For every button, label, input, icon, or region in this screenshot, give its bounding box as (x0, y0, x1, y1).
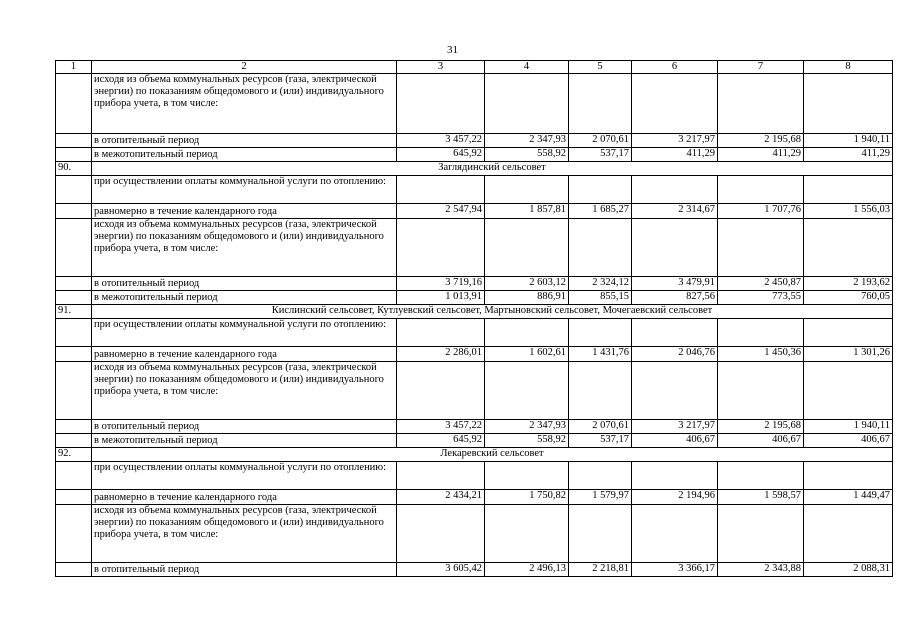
value-cell (569, 219, 632, 277)
row-label: в отопительный период (92, 563, 397, 577)
header-row (56, 61, 893, 74)
header-cell: 3 (397, 61, 485, 74)
table-row (56, 563, 893, 577)
subheading-row (56, 74, 893, 134)
value-cell: 537,17 (569, 434, 632, 448)
value-cell: 406,67 (632, 434, 718, 448)
value-cell: 1 940,11 (804, 134, 893, 148)
value-cell: 1 707,76 (718, 204, 804, 219)
value-cell: 2 547,94 (397, 204, 485, 219)
section-row (56, 162, 893, 176)
row-number-cell (56, 277, 92, 291)
header-cell: 1 (56, 61, 92, 74)
row-label: исходя из объема коммунальных ресурсов (газа, электрической энергии) по показаниям общедомового и (или) индивидуального прибора учета, в том числе: (92, 219, 397, 277)
row-number-cell (56, 505, 92, 563)
row-label: исходя из объема коммунальных ресурсов (газа, электрической энергии) по показаниям общедомового и (или) индивидуального прибора учета, в том числе: (92, 362, 397, 420)
value-cell (569, 176, 632, 204)
section-row (56, 448, 893, 462)
row-number-cell (56, 176, 92, 204)
section-number: 91. (56, 305, 92, 319)
value-cell: 1 940,11 (804, 420, 893, 434)
header-cell: 4 (485, 61, 569, 74)
value-cell: 827,56 (632, 291, 718, 305)
section-name: Заглядинский сельсовет (92, 162, 893, 176)
row-number-cell (56, 362, 92, 420)
value-cell: 2 194,96 (632, 490, 718, 505)
row-label: в отопительный период (92, 134, 397, 148)
value-cell (569, 319, 632, 347)
value-cell: 1 685,27 (569, 204, 632, 219)
table-row (56, 291, 893, 305)
row-label: равномерно в течение календарного года (92, 204, 397, 219)
section-name: Кислинский сельсовет, Кутлуевский сельсовет, Мартыновский сельсовет, Мочегаевский сельсовет (92, 305, 893, 319)
subheading-row (56, 176, 893, 204)
table-row (56, 204, 893, 219)
value-cell: 1 431,76 (569, 347, 632, 362)
value-cell: 1 449,47 (804, 490, 893, 505)
value-cell: 2 450,87 (718, 277, 804, 291)
table-row (56, 434, 893, 448)
table-row (56, 277, 893, 291)
value-cell (485, 176, 569, 204)
row-number-cell (56, 319, 92, 347)
value-cell: 2 070,61 (569, 420, 632, 434)
value-cell: 3 719,16 (397, 277, 485, 291)
value-cell (804, 176, 893, 204)
value-cell (632, 219, 718, 277)
value-cell: 886,91 (485, 291, 569, 305)
value-cell: 855,15 (569, 291, 632, 305)
value-cell (718, 362, 804, 420)
value-cell: 1 857,81 (485, 204, 569, 219)
row-label: в межотопительный период (92, 434, 397, 448)
value-cell (632, 505, 718, 563)
value-cell: 2 343,88 (718, 563, 804, 577)
value-cell (804, 219, 893, 277)
value-cell: 3 605,42 (397, 563, 485, 577)
row-label: при осуществлении оплаты коммунальной услуги по отоплению: (92, 462, 397, 490)
value-cell (569, 462, 632, 490)
value-cell (485, 219, 569, 277)
table-row (56, 490, 893, 505)
value-cell (485, 462, 569, 490)
row-label: в отопительный период (92, 277, 397, 291)
subheading-row (56, 462, 893, 490)
value-cell: 2 088,31 (804, 563, 893, 577)
value-cell: 2 046,76 (632, 347, 718, 362)
row-label: в межотопительный период (92, 291, 397, 305)
value-cell: 411,29 (632, 148, 718, 162)
row-number-cell (56, 74, 92, 134)
subheading-row (56, 319, 893, 347)
header-cell: 7 (718, 61, 804, 74)
value-cell: 645,92 (397, 434, 485, 448)
value-cell: 3 479,91 (632, 277, 718, 291)
row-label: в отопительный период (92, 420, 397, 434)
value-cell (485, 505, 569, 563)
header-cell: 5 (569, 61, 632, 74)
value-cell: 2 195,68 (718, 134, 804, 148)
value-cell (485, 74, 569, 134)
value-cell: 1 450,36 (718, 347, 804, 362)
value-cell (632, 319, 718, 347)
row-number-cell (56, 148, 92, 162)
value-cell: 537,17 (569, 148, 632, 162)
value-cell (718, 505, 804, 563)
row-label: при осуществлении оплаты коммунальной услуги по отоплению: (92, 319, 397, 347)
value-cell (569, 362, 632, 420)
value-cell (632, 362, 718, 420)
value-cell: 1 556,03 (804, 204, 893, 219)
value-cell (397, 462, 485, 490)
row-label: равномерно в течение календарного года (92, 490, 397, 505)
row-number-cell (56, 434, 92, 448)
table-row (56, 134, 893, 148)
value-cell (397, 362, 485, 420)
value-cell (397, 319, 485, 347)
value-cell: 1 579,97 (569, 490, 632, 505)
value-cell (569, 74, 632, 134)
value-cell: 3 217,97 (632, 420, 718, 434)
row-number-cell (56, 490, 92, 505)
value-cell (632, 74, 718, 134)
value-cell: 558,92 (485, 148, 569, 162)
value-cell (485, 362, 569, 420)
value-cell: 2 193,62 (804, 277, 893, 291)
value-cell: 3 217,97 (632, 134, 718, 148)
value-cell (397, 74, 485, 134)
row-number-cell (56, 420, 92, 434)
value-cell: 3 457,22 (397, 134, 485, 148)
value-cell (397, 176, 485, 204)
value-cell: 645,92 (397, 148, 485, 162)
value-cell (485, 319, 569, 347)
value-cell: 2 218,81 (569, 563, 632, 577)
value-cell: 2 347,93 (485, 134, 569, 148)
section-number: 90. (56, 162, 92, 176)
value-cell: 1 602,61 (485, 347, 569, 362)
row-number-cell (56, 134, 92, 148)
value-cell: 1 598,57 (718, 490, 804, 505)
value-cell (718, 462, 804, 490)
value-cell: 2 070,61 (569, 134, 632, 148)
value-cell (804, 462, 893, 490)
subheading-row (56, 219, 893, 277)
value-cell: 406,67 (804, 434, 893, 448)
table-row (56, 420, 893, 434)
subheading-row (56, 505, 893, 563)
value-cell: 1 301,26 (804, 347, 893, 362)
value-cell: 773,55 (718, 291, 804, 305)
value-cell: 558,92 (485, 434, 569, 448)
row-label: исходя из объема коммунальных ресурсов (газа, электрической энергии) по показаниям общедомового и (или) индивидуального прибора учета, в том числе: (92, 505, 397, 563)
subheading-row (56, 362, 893, 420)
row-number-cell (56, 347, 92, 362)
value-cell (718, 319, 804, 347)
value-cell: 2 434,21 (397, 490, 485, 505)
value-cell (804, 74, 893, 134)
value-cell: 411,29 (718, 148, 804, 162)
header-cell: 6 (632, 61, 718, 74)
table-row (56, 347, 893, 362)
value-cell (718, 74, 804, 134)
page-number: 31 (447, 44, 458, 56)
value-cell: 2 496,13 (485, 563, 569, 577)
header-cell: 2 (92, 61, 397, 74)
value-cell: 1 013,91 (397, 291, 485, 305)
value-cell: 2 347,93 (485, 420, 569, 434)
value-cell (718, 176, 804, 204)
value-cell (718, 219, 804, 277)
value-cell: 1 750,82 (485, 490, 569, 505)
value-cell (804, 319, 893, 347)
table-row (56, 148, 893, 162)
value-cell: 2 286,01 (397, 347, 485, 362)
value-cell (804, 505, 893, 563)
row-number-cell (56, 563, 92, 577)
row-number-cell (56, 204, 92, 219)
row-number-cell (56, 291, 92, 305)
value-cell (397, 219, 485, 277)
row-label: при осуществлении оплаты коммунальной услуги по отоплению: (92, 176, 397, 204)
value-cell: 406,67 (718, 434, 804, 448)
value-cell (632, 176, 718, 204)
value-cell (804, 362, 893, 420)
value-cell: 2 195,68 (718, 420, 804, 434)
row-label: исходя из объема коммунальных ресурсов (газа, электрической энергии) по показаниям общедомового и (или) индивидуального прибора учета, в том числе: (92, 74, 397, 134)
value-cell: 3 366,17 (632, 563, 718, 577)
value-cell (569, 505, 632, 563)
section-number: 92. (56, 448, 92, 462)
value-cell (397, 505, 485, 563)
value-cell: 760,05 (804, 291, 893, 305)
value-cell: 2 324,12 (569, 277, 632, 291)
value-cell: 2 603,12 (485, 277, 569, 291)
value-cell: 411,29 (804, 148, 893, 162)
row-label: в межотопительный период (92, 148, 397, 162)
row-label: равномерно в течение календарного года (92, 347, 397, 362)
row-number-cell (56, 219, 92, 277)
row-number-cell (56, 462, 92, 490)
value-cell: 3 457,22 (397, 420, 485, 434)
section-name: Лекаревский сельсовет (92, 448, 893, 462)
value-cell: 2 314,67 (632, 204, 718, 219)
value-cell (632, 462, 718, 490)
tariff-table (55, 60, 893, 577)
section-row (56, 305, 893, 319)
header-cell: 8 (804, 61, 893, 74)
